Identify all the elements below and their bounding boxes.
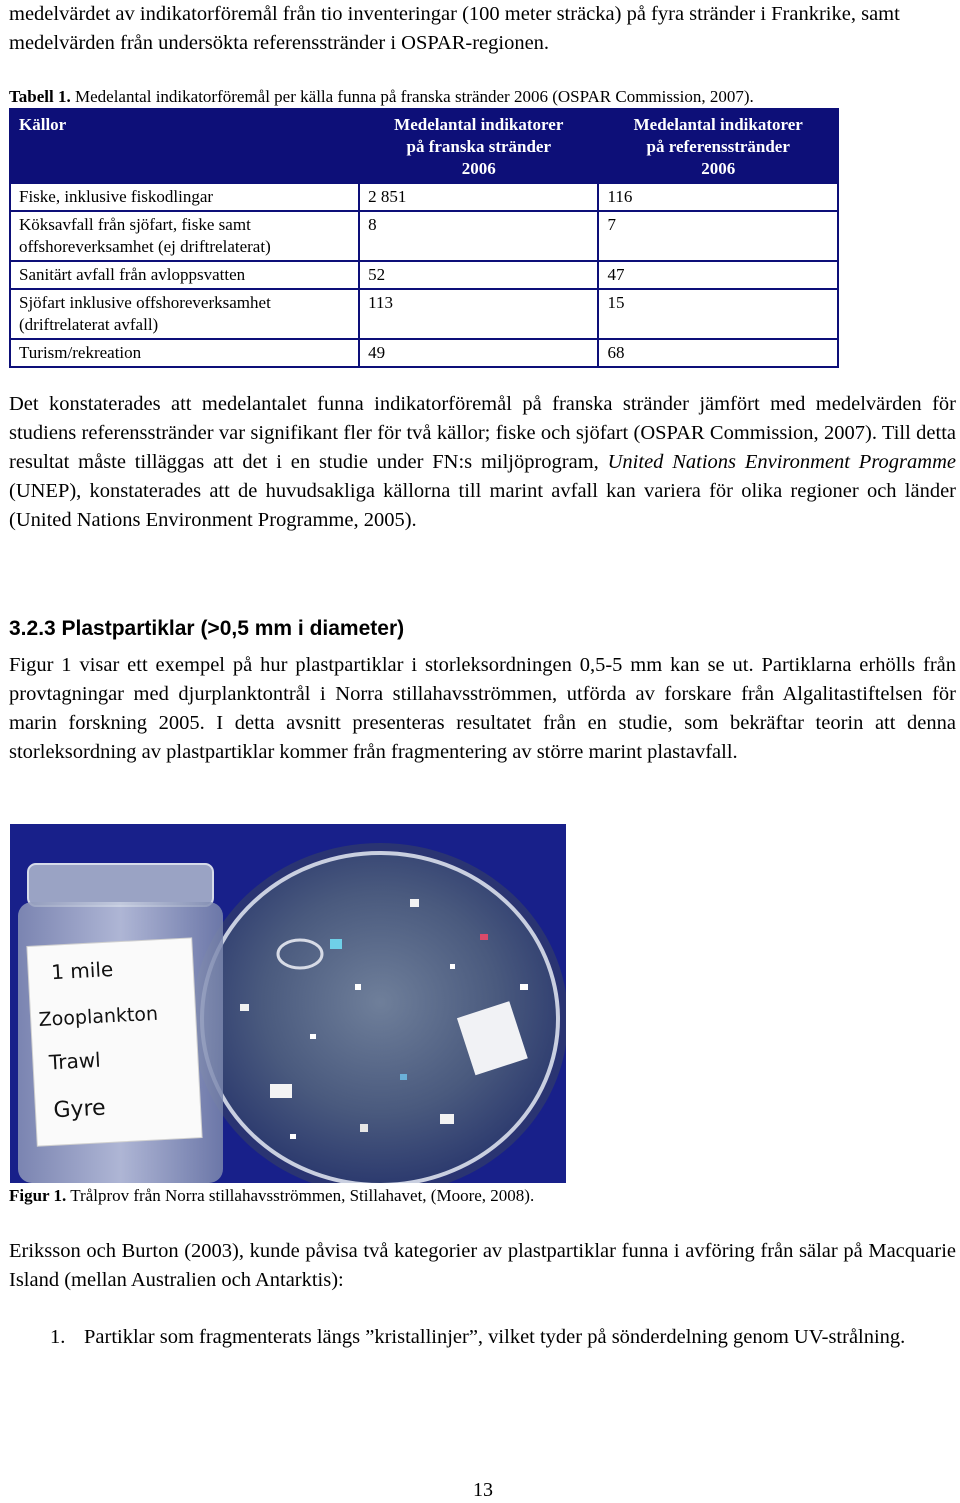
figure-caption-label: Figur 1. (9, 1186, 67, 1205)
table-cell: Köksavfall från sjöfart, fiske samt offshoreverksamhet (ej driftrelaterat) (10, 211, 359, 261)
table-row (10, 211, 838, 261)
jar-label-line: Trawl (48, 1047, 102, 1075)
paragraph-plastic-particles: Figur 1 visar ett exempel på hur plastpartiklar i storleksordningen 0,5-5 mm kan se ut. Partiklarna erhölls från provtagningar med djurplanktontrål i Norra stillahavsströmmen, utförda av forskare från Algalitastiftelsen för marin forskning 2005. I detta avsnitt presenteras resultatet från en studie, som bekräftar teorin att denna storleksordning av plastpartiklar kommer från fragmentering av större marint plastavfall. (9, 654, 956, 763)
header-french-beaches: Medelantal indikatorer på franska stränder 2006 (359, 109, 598, 183)
glass-jar (18, 864, 223, 1183)
table-cell: 68 (598, 339, 838, 367)
header-reference-beaches: Medelantal indikatorer på referensstränder 2006 (598, 109, 838, 183)
paragraph-seals: Eriksson och Burton (2003), kunde påvisa två kategorier av plastpartiklar funna i avföring från sälar på Macquarie Island (mellan Australien och Antarktis): (9, 1240, 956, 1291)
table-row (10, 261, 838, 289)
jar-label-line: 1 mile (50, 957, 114, 985)
intro-paragraph: medelvärdet av indikatorföremål från tio inventeringar (100 meter sträcka) på fyra stränder i Frankrike, samt medelvärden från undersökta referensstränder i OSPAR-regionen. (9, 3, 900, 54)
petri-dish (192, 843, 566, 1183)
table-cell: Sjöfart inklusive offshoreverksamhet (driftrelaterat avfall) (10, 289, 359, 339)
table-cell: 116 (598, 183, 838, 211)
figure-photo (10, 824, 566, 1183)
table-cell: 52 (359, 261, 598, 289)
table-row (10, 289, 838, 339)
trawl-sample-photo (10, 824, 566, 1183)
table-cell: 15 (598, 289, 838, 339)
figure-caption-text: Trålprov från Norra stillahavsströmmen, Stillahavet, (Moore, 2008). (66, 1186, 535, 1205)
table-caption-text: Medelantal indikatorföremål per källa funna på franska stränder 2006 (OSPAR Commission, 2007). (70, 87, 754, 106)
table-cell: 8 (359, 211, 598, 261)
table-caption (9, 86, 754, 108)
table-row (10, 183, 838, 211)
page-number: 13 (473, 1479, 493, 1501)
jar-label-line: Gyre (52, 1095, 107, 1124)
table-cell: 7 (598, 211, 838, 261)
table-header-row (10, 109, 838, 183)
table-cell: 2 851 (359, 183, 598, 211)
unep-name: United Nations Environment Programme (607, 451, 956, 473)
table-cell: Turism/rekreation (10, 339, 359, 367)
table-cell: Fiske, inklusive fiskodlingar (10, 183, 359, 211)
sources-table (9, 108, 839, 368)
header-sources: Källor (10, 109, 359, 183)
paragraph-results: Det konstaterades att medelantalet funna indikatorföremål på franska stränder jämfört med medelvärden för studiens referensstränder var signifikant fler för två källor; fiske och sjöfart (OSPAR Commission, 2007). Till detta resultat måste tilläggas att det i en studie under FN:s miljöprogram, United Nations Environment Programme (UNEP), konstaterades att de huvudsakliga källorna till marint avfall kan variera för olika regioner och länder (United Nations Environment Programme, 2005). (9, 393, 956, 531)
list-item-number: 1. (50, 1326, 66, 1348)
section-heading: 3.2.3 Plastpartiklar (>0,5 mm i diameter) (9, 617, 405, 640)
table-cell: 49 (359, 339, 598, 367)
table-row (10, 339, 838, 367)
list-item-text: Partiklar som fragmenterats längs ”kristallinjer”, vilket tyder på sönderdelning genom UV-strålning. (84, 1326, 906, 1348)
figure-caption (9, 1185, 534, 1207)
table-cell: 113 (359, 289, 598, 339)
table-caption-label: Tabell 1. (9, 87, 71, 106)
table-cell: Sanitärt avfall från avloppsvatten (10, 261, 359, 289)
table-cell: 47 (598, 261, 838, 289)
jar-label-line: Zooplankton (38, 1002, 159, 1031)
